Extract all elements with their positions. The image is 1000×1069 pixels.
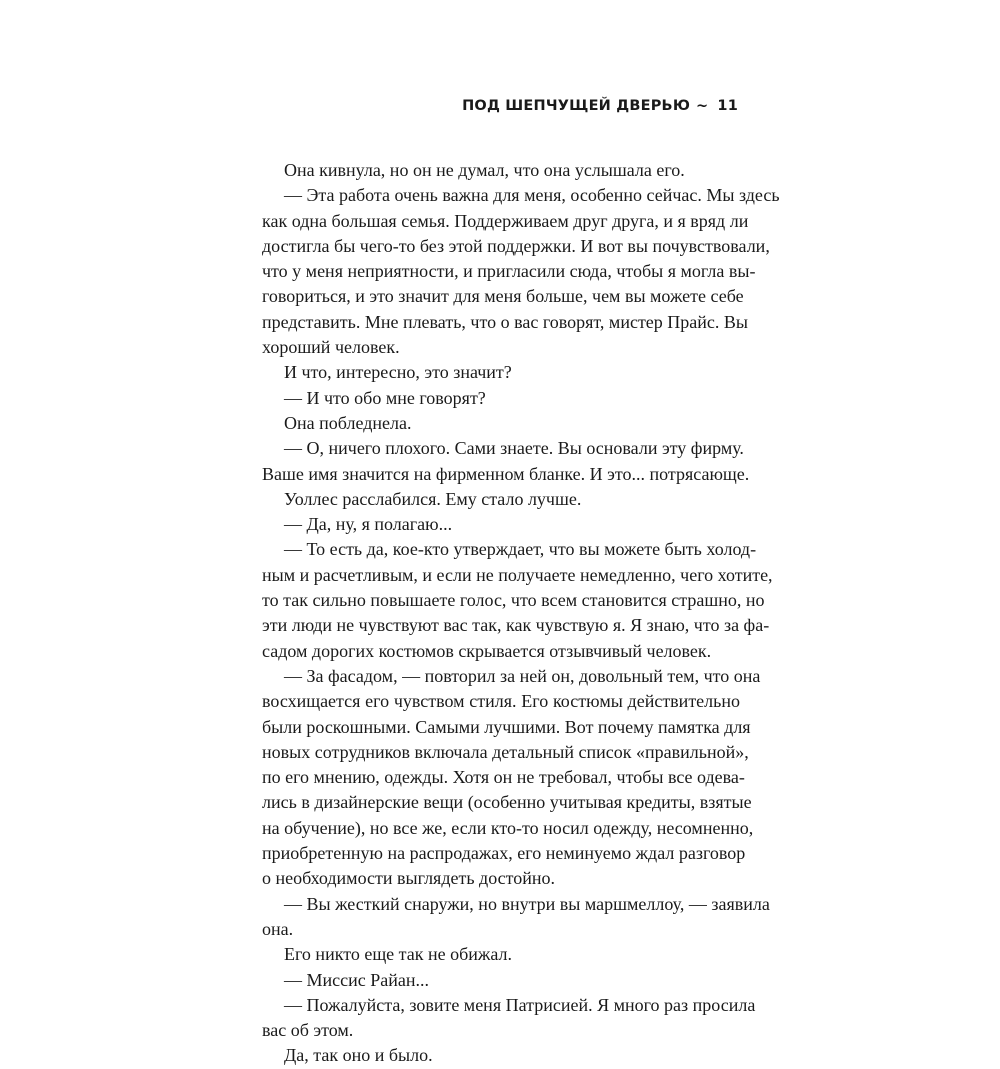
text-line: Она кивнула, но он не думал, что она услышала его.	[284, 160, 685, 180]
body-text	[262, 158, 780, 1069]
text-line: представить. Мне плевать, что о вас говорят, мистер Прайс. Вы	[262, 311, 749, 332]
text-line: о необходимости выглядеть достойно.	[262, 868, 556, 889]
book-title: ПОД ШЕПЧУЩЕЙ ДВЕРЬЮ	[462, 98, 691, 114]
header-separator: ~	[696, 98, 709, 114]
text-line: что у меня неприятности, и пригласили сюда, чтобы я могла вы-	[262, 261, 756, 282]
text-line: — За фасадом, — повторил за ней он, довольный тем, что она	[284, 665, 761, 686]
text-line: хороший человек.	[262, 337, 400, 358]
text-line: — Эта работа очень важна для меня, особенно сейчас. Мы здесь	[284, 185, 780, 206]
text-line: как одна большая семья. Поддерживаем друг друга, и я вряд ли	[262, 210, 749, 231]
text-line: достигла бы чего-то без этой поддержки. И вот вы почувствовали,	[262, 235, 770, 256]
text-line: лись в дизайнерские вещи (особенно учитывая кредиты, взятые	[262, 792, 752, 813]
text-line: — Миссис Райан...	[284, 969, 429, 990]
text-line: — Вы жесткий снаружи, но внутри вы маршмеллоу, — заявила	[284, 893, 770, 914]
text-line: то так сильно повышаете голос, что всем становится страшно, но	[262, 590, 765, 611]
text-line: ным и расчетливым, и если не получаете немедленно, чего хотите,	[262, 564, 773, 585]
text-line: — Да, ну, я полагаю...	[284, 514, 453, 535]
text-line: Уоллес расслабился. Ему стало лучше.	[284, 488, 582, 509]
text-line: вас об этом.	[262, 1020, 354, 1041]
text-line: — И что обо мне говорят?	[284, 387, 486, 408]
text-line: — О, ничего плохого. Сами знаете. Вы основали эту фирму.	[284, 438, 744, 459]
text-line: она.	[262, 918, 294, 939]
text-line: говориться, и это значит для меня больше, чем вы можете себе	[262, 286, 744, 307]
text-line: приобретенную на распродажах, его неминуемо ждал разговор	[262, 843, 746, 864]
text-line: — Пожалуйста, зовите меня Патрисией. Я много раз просила	[284, 994, 756, 1015]
text-line: Да, так оно и было.	[284, 1045, 433, 1066]
page-number: 11	[717, 98, 738, 114]
text-line: по его мнению, одежды. Хотя он не требовал, чтобы все одева-	[262, 767, 745, 788]
running-header	[462, 98, 738, 114]
text-line: были роскошными. Самыми лучшими. Вот почему памятка для	[262, 716, 751, 737]
text-line: И что, интересно, это значит?	[284, 362, 512, 383]
text-line: садом дорогих костюмов скрывается отзывчивый человек.	[262, 640, 712, 661]
text-line: Она побледнела.	[284, 412, 412, 433]
text-line: Ваше имя значится на фирменном бланке. И это... потрясающе.	[262, 463, 750, 484]
text-line: новых сотрудников включала детальный список «правильной»,	[262, 741, 749, 762]
text-line: эти люди не чувствуют вас так, как чувствую я. Я знаю, что за фа-	[262, 615, 770, 636]
text-line: — То есть да, кое-кто утверждает, что вы можете быть холод-	[284, 539, 757, 560]
text-line: восхищается его чувством стиля. Его костюмы действительно	[262, 691, 740, 712]
text-line: на обучение), но все же, если кто-то носил одежду, несомненно,	[262, 817, 754, 838]
text-line: Его никто еще так не обижал.	[284, 944, 512, 965]
